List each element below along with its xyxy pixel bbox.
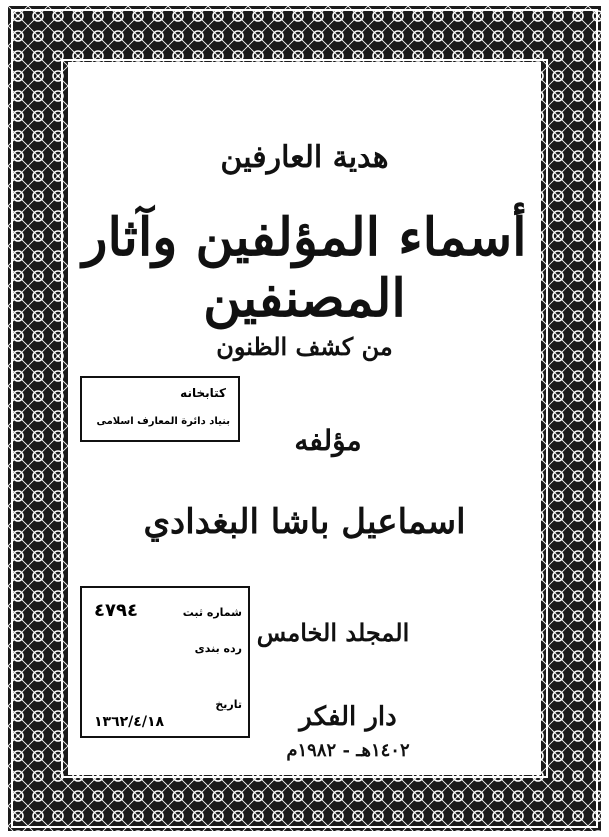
book-title-source: من كشف الظنون (216, 332, 393, 361)
book-title-subtitle: أسماء المؤلفين وآثار المصنفين (82, 207, 527, 329)
register-date-label: تاریخ (215, 698, 242, 711)
library-stamp-institution: بنياد دائرة المعارف اسلامی (96, 416, 230, 427)
book-title-main: هدية العارفين (220, 140, 389, 175)
register-date-value: ١٣٦٢/٤/١٨ (94, 714, 165, 730)
publisher-name: دار الفكر (299, 702, 397, 732)
register-number-label: شماره ثبت (182, 606, 242, 619)
volume-label: المجلد الخامس (256, 618, 410, 647)
register-stamp (80, 586, 250, 738)
classification-label: رده بندی (194, 642, 242, 655)
publication-date: ١٤٠٢هـ - ١٩٨٢م (286, 740, 410, 761)
author-name: اسماعيل باشا البغدادي (143, 502, 466, 542)
author-label: مؤلفه (294, 424, 362, 457)
library-stamp (80, 376, 240, 442)
library-stamp-title: كتابخانه (180, 386, 226, 400)
register-number-value: ٤٧٩٤ (94, 600, 138, 621)
